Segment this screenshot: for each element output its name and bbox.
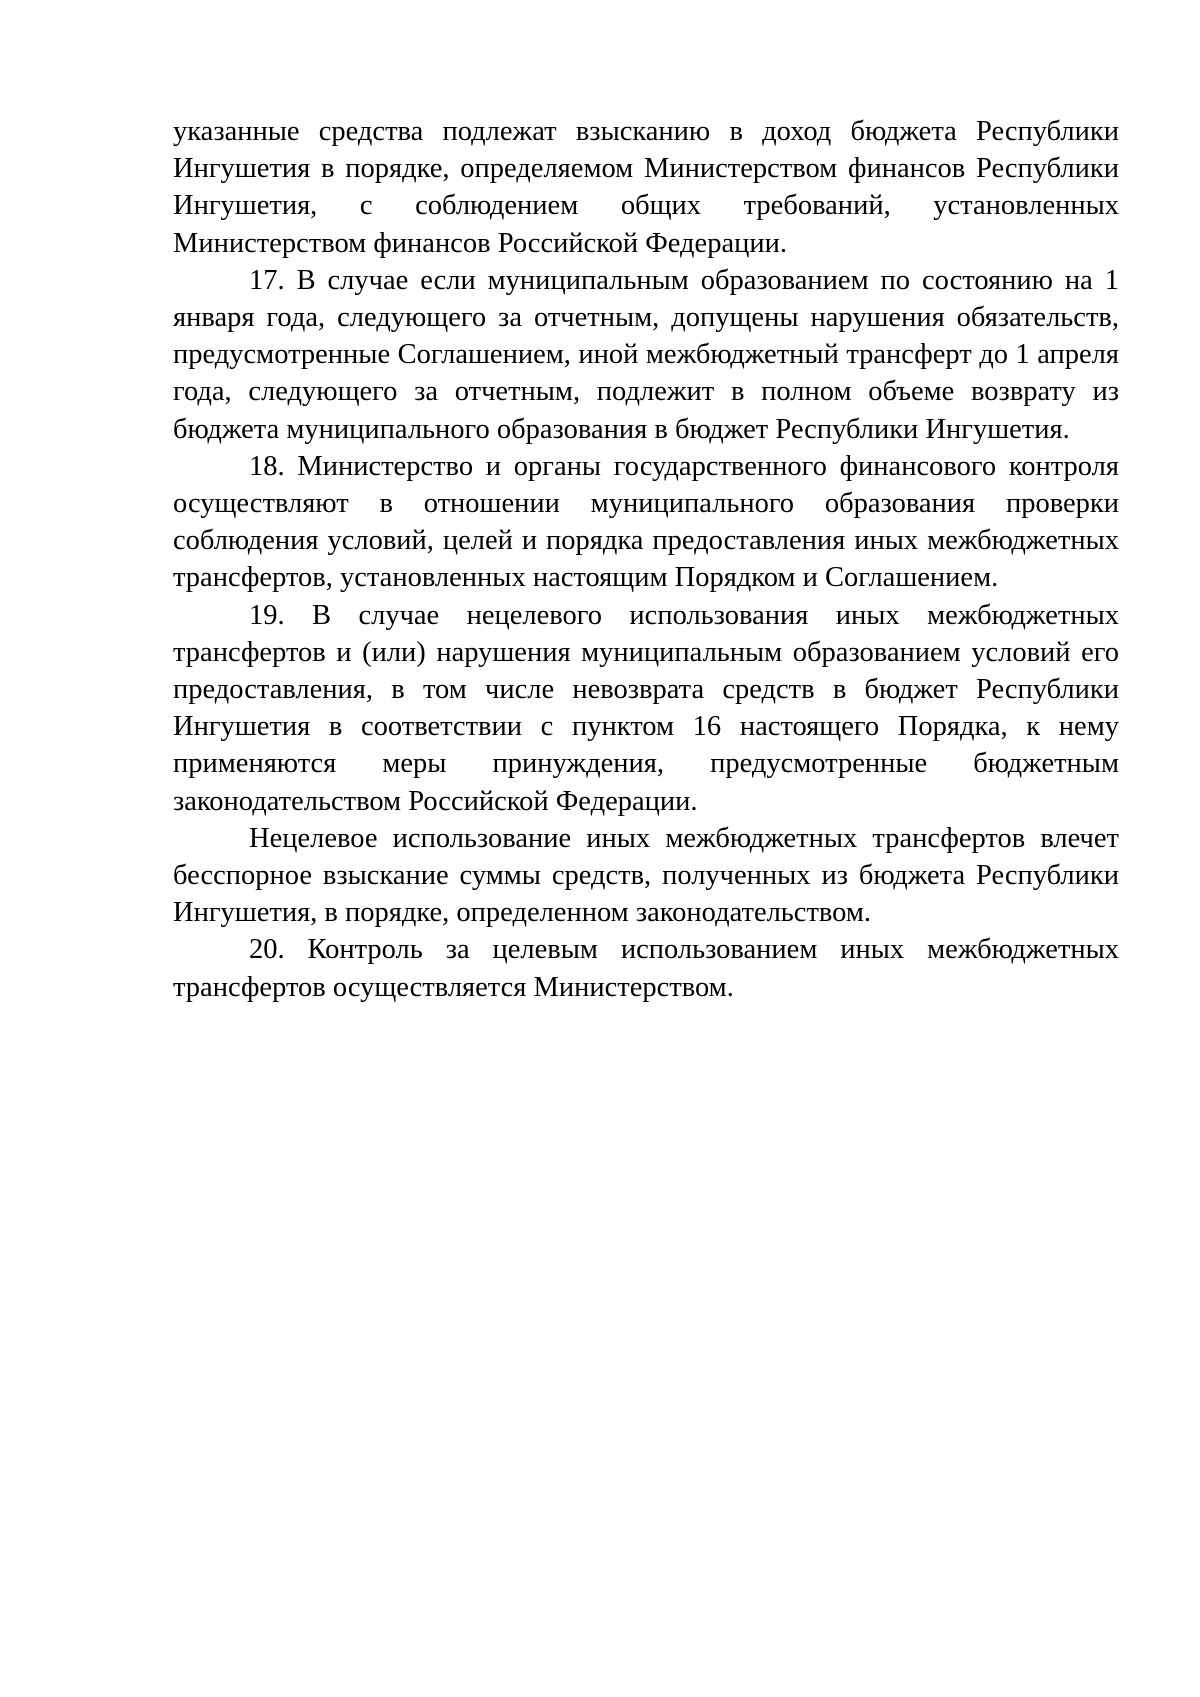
paragraph-misuse-note: Нецелевое использование иных межбюджетных трансфертов влечет бесспорное взыскание суммы средств, полученных из бюджета Республики Ингушетия, в порядке, определенном законодательством. — [173, 822, 1119, 929]
paragraph-item-19: 19. В случае нецелевого использования иных межбюджетных трансфертов и (или) нарушения муниципальным образованием условий его предоставления, в том числе невозврата средств в бюджет Республики Ингушетия в соответствии с пунктом 16 настоящего Порядка, к нему применяются меры принуждения, предусмотренные бюджетным законодательством Российской Федерации. — [173, 599, 1119, 817]
paragraph-item-20: 20. Контроль за целевым использованием иных межбюджетных трансфертов осуществляется Министерством. — [173, 934, 1119, 1003]
paragraph-continuation: указанные средства подлежат взысканию в доход бюджета Республики Ингушетия в порядке, определяемом Министерством финансов Республики Ингушетия, с соблюдением общих требований, установленных Министерством финансов Российской Федерации. — [173, 116, 1119, 259]
paragraph-item-18: 18. Министерство и органы государственного финансового контроля осуществляют в отношении муниципального образования проверки соблюдения условий, целей и порядка предоставления иных межбюджетных трансфертов, установленных настоящим Порядком и Соглашением. — [173, 450, 1119, 594]
paragraph-item-17: 17. В случае если муниципальным образованием по состоянию на 1 января года, следующего за отчетным, допущены нарушения обязательств, предусмотренные Соглашением, иной межбюджетный трансферт до 1 апреля года, следующего за отчетным, подлежит в полном объеме возврату из бюджета муниципального образования в бюджет Республики Ингушетия. — [173, 264, 1119, 445]
document-body — [173, 113, 1119, 1006]
